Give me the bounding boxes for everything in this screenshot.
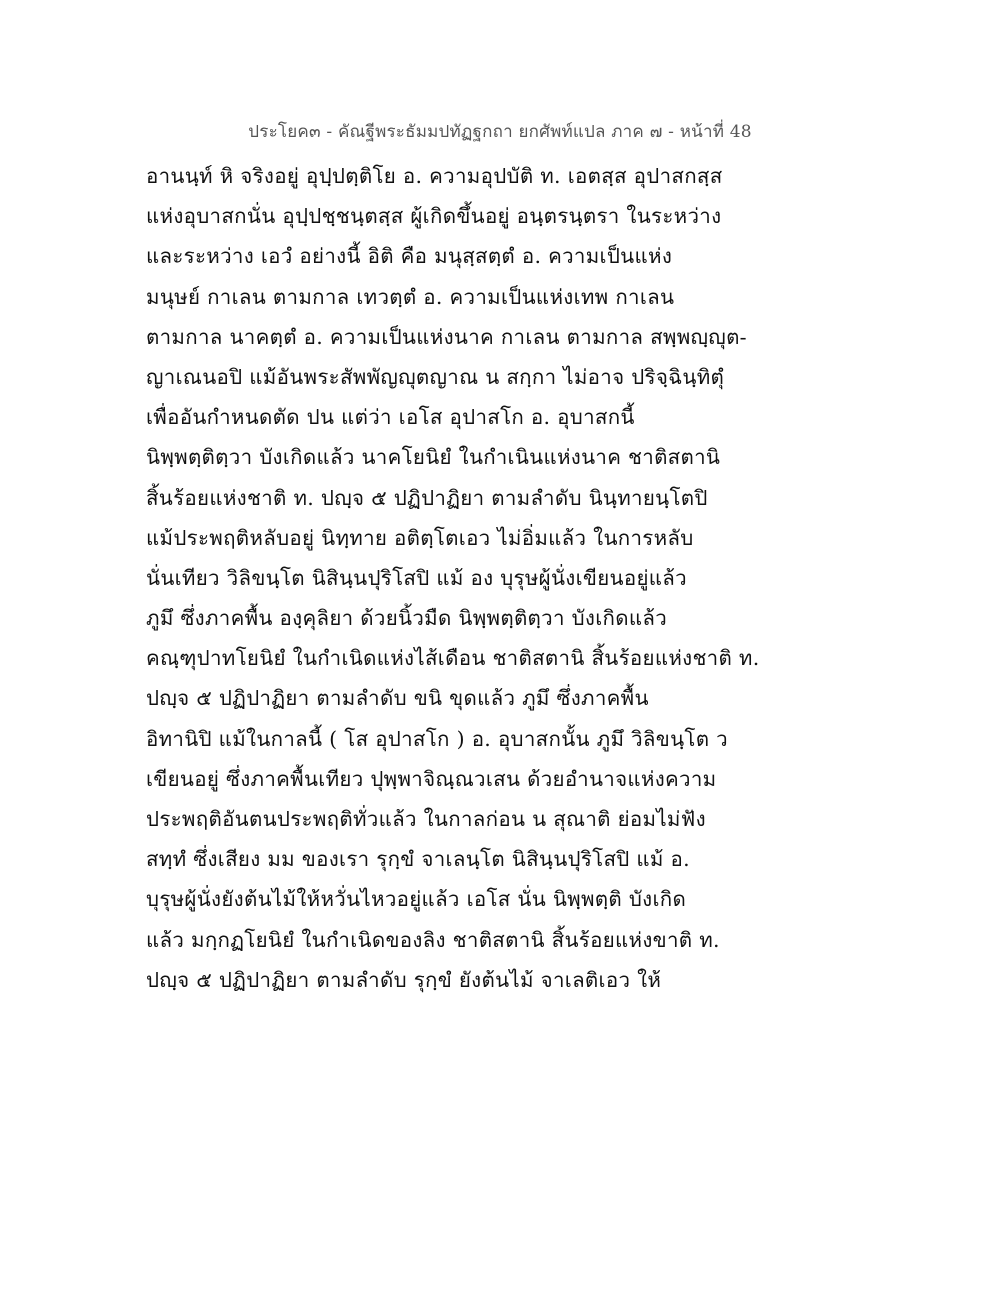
text-line: คณฺฑุปาทโยนิยํ ในกำเนิดแห่งไส้เดือน ชาติสตานิ สิ้นร้อยแห่งชาติ ท. <box>146 646 760 671</box>
text-line: นิพฺพตฺติตฺวา บังเกิดแล้ว นาคโยนิยํ ในกำเนินแห่งนาค ชาติสตานิ <box>146 445 721 470</box>
text-line: อิทานิปิ แม้ในกาลนี้ ( โส อุปาสโก ) อ. อุบาสกนั้น ภูมึ วิลิขนฺโต ว <box>146 726 728 751</box>
body-text <box>146 156 866 1000</box>
text-line: ญาเณนอปิ แม้อันพระสัพพัญญุตญาณ น สกฺกา ไม่อาจ ปริจฺฉินฺทิตุํ <box>146 364 725 389</box>
text-line: ตามกาล นาคตฺตํ อ. ความเป็นแห่งนาค กาเลน ตามกาล สพฺพญฺญุต- <box>146 324 747 349</box>
text-line: แม้ประพฤติหลับอยู่ นิทฺทาย อติตฺโตเอว ไม่อิ่มแล้ว ในการหลับ <box>146 525 694 550</box>
text-line: มนุษย์ กาเลน ตามกาล เทวตฺตํ อ. ความเป็นแห่งเทพ กาเลน <box>146 284 675 309</box>
text-line: นั่นเทียว วิลิขนฺโต นิสินฺนปุริโสปิ แม้ อง บุรุษผู้นั่งเขียนอยู่แล้ว <box>146 565 687 590</box>
text-line: แล้ว มกฺกฏโยนิยํ ในกำเนิดของลิง ชาติสตานิ สิ้นร้อยแห่งขาติ ท. <box>146 927 720 952</box>
text-line: แห่งอุบาสกนั่น อุปฺปชฺชนฺตสฺส ผู้เกิดขึ้นอยู่ อนฺตรนฺตรา ในระหว่าง <box>146 204 722 229</box>
text-line: อานนฺท์ หิ จริงอยู่ อุปฺปตฺติโย อ. ความอุปบัติ ท. เอตสฺส อุปาสกสฺส <box>146 164 723 188</box>
text-line: เขียนอยู่ ซึ่งภาคพื้นเทียว ปุพฺพาจิณฺณวเสน ด้วยอำนาจแห่งความ <box>146 766 717 791</box>
text-line: เพื่ออันกำหนดตัด ปน แต่ว่า เอโส อุปาสโก อ. อุบาสกนี้ <box>146 405 635 430</box>
text-line: บุรุษผู้นั่งยังต้นไม้ให้หวั่นไหวอยู่แล้ว เอโส นั่น นิพฺพตฺติ บังเกิด <box>146 887 687 912</box>
text-line: สิ้นร้อยแห่งชาติ ท. ปญฺจ ๕ ปฏิปาฏิยา ตามลำดับ นินฺทายนฺโตปิ <box>146 485 708 510</box>
page-header: ประโยค๓ - คัณฐีพระธัมมปทัฏฐกถา ยกศัพท์แปล ภาค ๗ - หน้าที่ 48 <box>248 122 752 142</box>
text-line: และระหว่าง เอวํ อย่างนี้ อิติ คือ มนุสฺสตฺตํ อ. ความเป็นแห่ง <box>146 244 673 269</box>
text-line: สทฺทํ ซึ่งเสียง มม ของเรา รุกฺขํ จาเลนฺโต นิสินฺนปุริโสปิ แม้ อ. <box>146 847 690 872</box>
text-line: ประพฤติอันตนประพฤติทั่วแล้ว ในกาลก่อน น สุณาติ ย่อมไม่ฟัง <box>146 807 706 831</box>
text-line: ปญฺจ ๕ ปฏิปาฏิยา ตามลำดับ ขนิ ขุดแล้ว ภูมึ ซึ่งภาคพื้น <box>146 686 649 711</box>
text-line: ปญฺจ ๕ ปฏิปาฏิยา ตามลำดับ รุกฺขํ ยังต้นไม้ จาเลติเอว ให้ <box>146 967 662 992</box>
text-line: ภูมึ ซึ่งภาคพื้น องฺคุลิยา ด้วยนิ้วมืด นิพฺพตฺติตฺวา บังเกิดแล้ว <box>146 606 668 631</box>
